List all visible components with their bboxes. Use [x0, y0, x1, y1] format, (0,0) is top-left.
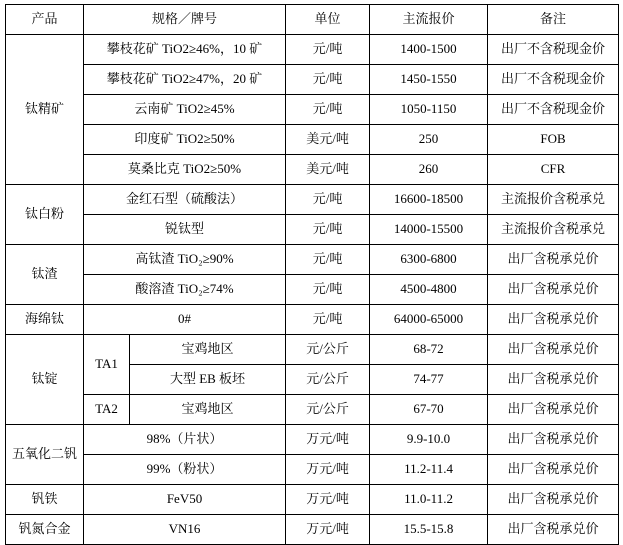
remark-cell: FOB	[488, 125, 619, 155]
unit-cell: 元/吨	[286, 35, 370, 65]
price-cell: 1450-1550	[370, 65, 488, 95]
remark-cell: 出厂含税承兑价	[488, 245, 619, 275]
remark-cell: 主流报价含税承兑	[488, 215, 619, 245]
header-product: 产品	[6, 5, 84, 35]
table-row	[6, 515, 619, 545]
remark-cell: 出厂含税承兑价	[488, 305, 619, 335]
unit-cell: 元/公斤	[286, 395, 370, 425]
table-row	[6, 125, 619, 155]
price-cell: 67-70	[370, 395, 488, 425]
price-cell: 74-77	[370, 365, 488, 395]
product-name-cell: 钒氮合金	[6, 515, 84, 545]
unit-cell: 元/吨	[286, 65, 370, 95]
price-cell: 15.5-15.8	[370, 515, 488, 545]
remark-cell: 主流报价含税承兑	[488, 185, 619, 215]
price-cell: 14000-15500	[370, 215, 488, 245]
spec-cell: 酸溶渣 TiO₂≥74%	[84, 275, 286, 305]
unit-cell: 元/吨	[286, 215, 370, 245]
spec-cell: 宝鸡地区	[130, 395, 286, 425]
unit-cell: 元/吨	[286, 245, 370, 275]
remark-cell: 出厂含税承兑价	[488, 395, 619, 425]
spec-cell: 0#	[84, 305, 286, 335]
remark-cell: 出厂含税承兑价	[488, 275, 619, 305]
unit-cell: 万元/吨	[286, 485, 370, 515]
header-spec: 规格／牌号	[84, 5, 286, 35]
product-name-cell: 海绵钛	[6, 305, 84, 335]
table-row	[6, 455, 619, 485]
grade-cell: TA1	[84, 335, 130, 395]
table-row	[6, 215, 619, 245]
spec-cell: 98%（片状）	[84, 425, 286, 455]
header-price: 主流报价	[370, 5, 488, 35]
remark-cell: 出厂不含税现金价	[488, 35, 619, 65]
spec-cell: 高钛渣 TiO₂≥90%	[84, 245, 286, 275]
price-cell: 4500-4800	[370, 275, 488, 305]
price-cell: 64000-65000	[370, 305, 488, 335]
price-cell: 6300-6800	[370, 245, 488, 275]
price-cell: 260	[370, 155, 488, 185]
spec-cell: 印度矿 TiO2≥50%	[84, 125, 286, 155]
table-row	[6, 485, 619, 515]
price-cell: 1050-1150	[370, 95, 488, 125]
table-row	[6, 395, 619, 425]
remark-cell: 出厂含税承兑价	[488, 335, 619, 365]
spec-cell: 锐钛型	[84, 215, 286, 245]
table-row	[6, 245, 619, 275]
unit-cell: 万元/吨	[286, 515, 370, 545]
table-row	[6, 335, 619, 365]
price-cell: 1400-1500	[370, 35, 488, 65]
spec-cell: 云南矿 TiO2≥45%	[84, 95, 286, 125]
product-name-cell: 五氧化二钒	[6, 425, 84, 485]
spec-cell: FeV50	[84, 485, 286, 515]
table-header	[6, 5, 619, 35]
product-name-cell: 钒铁	[6, 485, 84, 515]
spec-cell: 金红石型（硫酸法）	[84, 185, 286, 215]
unit-cell: 美元/吨	[286, 155, 370, 185]
price-table	[5, 4, 619, 545]
remark-cell: CFR	[488, 155, 619, 185]
remark-cell: 出厂含税承兑价	[488, 455, 619, 485]
product-name-cell: 钛白粉	[6, 185, 84, 245]
price-cell: 68-72	[370, 335, 488, 365]
remark-cell: 出厂不含税现金价	[488, 95, 619, 125]
unit-cell: 元/吨	[286, 275, 370, 305]
product-name-cell: 钛锭	[6, 335, 84, 425]
table-row	[6, 425, 619, 455]
spec-cell: 99%（粉状）	[84, 455, 286, 485]
table-row	[6, 155, 619, 185]
unit-cell: 万元/吨	[286, 455, 370, 485]
table-row	[6, 35, 619, 65]
spec-cell: 大型 EB 板坯	[130, 365, 286, 395]
price-cell: 16600-18500	[370, 185, 488, 215]
table-row	[6, 95, 619, 125]
header-remark: 备注	[488, 5, 619, 35]
unit-cell: 美元/吨	[286, 125, 370, 155]
product-name-cell: 钛渣	[6, 245, 84, 305]
spec-cell: 攀枝花矿 TiO2≥47%，20 矿	[84, 65, 286, 95]
spec-cell: 莫桑比克 TiO2≥50%	[84, 155, 286, 185]
unit-cell: 元/公斤	[286, 365, 370, 395]
table-header-row	[6, 5, 619, 35]
spec-cell: VN16	[84, 515, 286, 545]
product-name-cell: 钛精矿	[6, 35, 84, 185]
remark-cell: 出厂含税承兑价	[488, 425, 619, 455]
unit-cell: 元/吨	[286, 95, 370, 125]
unit-cell: 万元/吨	[286, 425, 370, 455]
remark-cell: 出厂含税承兑价	[488, 485, 619, 515]
header-unit: 单位	[286, 5, 370, 35]
table-row	[6, 65, 619, 95]
remark-cell: 出厂含税承兑价	[488, 515, 619, 545]
grade-cell: TA2	[84, 395, 130, 425]
unit-cell: 元/吨	[286, 305, 370, 335]
spec-cell: 宝鸡地区	[130, 335, 286, 365]
price-cell: 9.9-10.0	[370, 425, 488, 455]
table-body	[6, 35, 619, 545]
price-cell: 11.0-11.2	[370, 485, 488, 515]
table-row	[6, 275, 619, 305]
table-row	[6, 185, 619, 215]
unit-cell: 元/公斤	[286, 335, 370, 365]
unit-cell: 元/吨	[286, 185, 370, 215]
table-row	[6, 305, 619, 335]
remark-cell: 出厂含税承兑价	[488, 365, 619, 395]
spec-cell: 攀枝花矿 TiO2≥46%，10 矿	[84, 35, 286, 65]
remark-cell: 出厂不含税现金价	[488, 65, 619, 95]
price-cell: 11.2-11.4	[370, 455, 488, 485]
price-cell: 250	[370, 125, 488, 155]
